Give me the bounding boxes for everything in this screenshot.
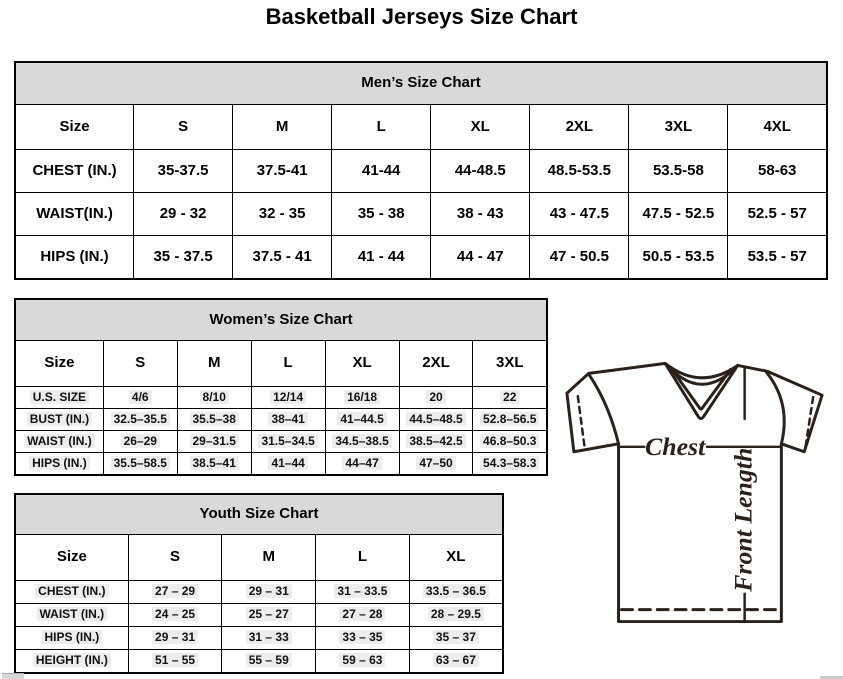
mens-cell-value: 38 - 43 [431,193,530,236]
mens-column-header-l: L [332,105,431,150]
womens-column-header-2xl: 2XL [399,341,473,387]
womens-cell-value-text: 22 [500,390,519,404]
womens-cell-value-text: 20 [426,390,445,404]
jersey-measurement-diagram [556,354,834,627]
youth-column-header-xl: XL [409,535,503,581]
womens-cell-value [103,453,177,476]
womens-cell-value [251,453,325,476]
mens-table-row [15,236,827,280]
jersey-icon [556,354,834,627]
womens-row-label-text: WAIST (IN.) [24,434,95,448]
womens-cell-value-text: 35.5–38 [190,412,239,426]
womens-cell-value-text: 38.5–41 [190,456,239,470]
youth-cell-value-text: 63 – 67 [433,653,479,667]
mens-cell-value: 41-44 [332,150,431,193]
mens-table-row [15,193,827,236]
youth-cell-value [222,650,316,674]
mens-cell-value: 32 - 35 [233,193,332,236]
mens-column-header-3xl: 3XL [629,105,728,150]
womens-cell-value [177,453,251,476]
mens-size-chart [14,61,828,280]
womens-cell-value-text: 52.8–56.5 [480,412,539,426]
youth-cell-value [316,650,410,674]
youth-row-label [15,627,128,650]
womens-cell-value-text: 16/18 [344,390,380,404]
youth-table-row [15,604,503,627]
womens-column-header-m: M [177,341,251,387]
youth-cell-value-text: 27 – 28 [339,607,385,621]
mens-table-row [15,150,827,193]
mens-cell-value: 58-63 [728,150,827,193]
mens-column-header-4xl: 4XL [728,105,827,150]
womens-cell-value [177,387,251,409]
womens-table-row [15,453,547,476]
youth-cell-value [409,581,503,604]
youth-cell-value-text: 29 – 31 [152,630,198,644]
womens-cell-value-text: 47–50 [416,456,455,470]
womens-cell-value-text: 32.5–35.5 [111,412,170,426]
youth-size-chart-table [14,493,504,674]
youth-row-label [15,604,128,627]
page-title: Basketball Jerseys Size Chart [265,4,578,29]
womens-cell-value [177,431,251,453]
womens-cell-value [103,387,177,409]
mens-column-header-m: M [233,105,332,150]
youth-cell-value-text: 28 – 29.5 [428,607,484,621]
youth-size-chart [14,493,504,674]
youth-row-label-text: CHEST (IN.) [35,584,108,598]
youth-table-row [15,581,503,604]
youth-cell-value [316,604,410,627]
mens-title-row [15,62,827,105]
mens-cell-value: 53.5 - 57 [728,236,827,280]
mens-cell-value: 35 - 37.5 [134,236,233,280]
womens-table-row [15,431,547,453]
womens-size-chart-table [14,298,548,476]
mens-size-chart-table [14,61,828,280]
youth-cell-value [409,604,503,627]
youth-column-header-m: M [222,535,316,581]
womens-cell-value-text: 8/10 [200,390,229,404]
womens-row-label-text: HIPS (IN.) [29,456,90,470]
mens-cell-value: 53.5-58 [629,150,728,193]
mens-cell-value: 41 - 44 [332,236,431,280]
womens-cell-value [473,387,547,409]
youth-cell-value-text: 33.5 – 36.5 [423,584,489,598]
youth-cell-value [316,627,410,650]
womens-row-label-text: BUST (IN.) [27,412,92,426]
youth-cell-value [222,581,316,604]
womens-cell-value-text: 46.8–50.3 [480,434,539,448]
womens-cell-value [325,431,399,453]
youth-cell-value-text: 51 – 55 [152,653,198,667]
womens-row-label [15,409,103,431]
womens-cell-value [251,409,325,431]
youth-cell-value [128,627,222,650]
youth-table-row [15,627,503,650]
front-length-label: Front Length [728,447,758,592]
womens-cell-value-text: 41–44.5 [337,412,386,426]
chest-label: Chest [645,431,706,461]
womens-column-header-l: L [251,341,325,387]
womens-cell-value-text: 26–29 [121,434,160,448]
womens-cell-value-text: 12/14 [270,390,306,404]
mens-cell-value: 48.5-53.5 [530,150,629,193]
mens-cell-value: 35-37.5 [134,150,233,193]
womens-size-chart [14,298,548,476]
mens-row-label: WAIST(IN.) [15,193,134,236]
womens-title-row [15,299,547,341]
youth-cell-value [222,604,316,627]
youth-cell-value-text: 27 – 29 [152,584,198,598]
womens-cell-value [473,409,547,431]
mens-cell-value: 47.5 - 52.5 [629,193,728,236]
womens-cell-value-text: 35.5–58.5 [111,456,170,470]
womens-column-header-3xl: 3XL [473,341,547,387]
mens-cell-value: 37.5 - 41 [233,236,332,280]
youth-cell-value [316,581,410,604]
mens-header-row [15,105,827,150]
womens-table-title: Women’s Size Chart [15,299,547,341]
mens-column-header-2xl: 2XL [530,105,629,150]
youth-cell-value-text: 31 – 33.5 [334,584,390,598]
womens-cell-value [399,387,473,409]
youth-title-row [15,494,503,535]
youth-table-row [15,650,503,674]
youth-header-row [15,535,503,581]
womens-cell-value-text: 31.5–34.5 [258,434,317,448]
womens-row-label [15,387,103,409]
youth-cell-value [128,650,222,674]
womens-cell-value-text: 38–41 [268,412,307,426]
mens-cell-value: 47 - 50.5 [530,236,629,280]
youth-cell-value [409,650,503,674]
womens-column-header-xl: XL [325,341,399,387]
womens-cell-value-text: 44.5–48.5 [406,412,465,426]
womens-row-label-text: U.S. SIZE [30,390,89,404]
womens-cell-value-text: 44–47 [342,456,381,470]
mens-row-label: CHEST (IN.) [15,150,134,193]
womens-row-label [15,453,103,476]
youth-cell-value-text: 59 – 63 [339,653,385,667]
womens-row-label [15,431,103,453]
womens-table-row [15,409,547,431]
mens-column-header-s: S [134,105,233,150]
womens-cell-value [103,431,177,453]
mens-table-title: Men’s Size Chart [15,62,827,105]
womens-table-row [15,387,547,409]
youth-row-label-text: WAIST (IN.) [37,607,108,621]
womens-cell-value [325,409,399,431]
womens-cell-value [473,453,547,476]
mens-cell-value: 44-48.5 [431,150,530,193]
womens-header-row [15,341,547,387]
youth-row-label [15,581,128,604]
youth-cell-value [128,581,222,604]
youth-cell-value-text: 31 – 33 [246,630,292,644]
womens-cell-value [325,453,399,476]
youth-cell-value-text: 33 – 35 [339,630,385,644]
youth-size-label: Size [15,535,128,581]
mens-cell-value: 43 - 47.5 [530,193,629,236]
mens-cell-value: 35 - 38 [332,193,431,236]
womens-cell-value-text: 41–44 [268,456,307,470]
bottom-left-cutoff-fragment [2,673,24,679]
youth-column-header-l: L [316,535,410,581]
womens-cell-value [473,431,547,453]
mens-size-label: Size [15,105,134,150]
womens-cell-value-text: 4/6 [129,390,152,404]
womens-cell-value [103,409,177,431]
mens-column-header-xl: XL [431,105,530,150]
youth-cell-value-text: 24 – 25 [152,607,198,621]
youth-cell-value [222,627,316,650]
mens-cell-value: 37.5-41 [233,150,332,193]
youth-row-label-text: HEIGHT (IN.) [33,653,111,667]
womens-cell-value [177,409,251,431]
womens-cell-value [399,409,473,431]
womens-cell-value-text: 29–31.5 [190,434,239,448]
youth-row-label [15,650,128,674]
youth-cell-value [409,627,503,650]
mens-cell-value: 52.5 - 57 [728,193,827,236]
womens-cell-value [399,453,473,476]
youth-cell-value-text: 55 – 59 [246,653,292,667]
mens-cell-value: 29 - 32 [134,193,233,236]
mens-cell-value: 50.5 - 53.5 [629,236,728,280]
womens-size-label: Size [15,341,103,387]
youth-cell-value-text: 25 – 27 [246,607,292,621]
youth-row-label-text: HIPS (IN.) [42,630,103,644]
mens-cell-value: 44 - 47 [431,236,530,280]
youth-column-header-s: S [128,535,222,581]
womens-cell-value-text: 38.5–42.5 [406,434,465,448]
womens-cell-value-text: 34.5–38.5 [332,434,391,448]
youth-table-title: Youth Size Chart [15,494,503,535]
youth-cell-value-text: 29 – 31 [246,584,292,598]
womens-cell-value [325,387,399,409]
youth-cell-value [128,604,222,627]
womens-cell-value [251,387,325,409]
youth-cell-value-text: 35 – 37 [433,630,479,644]
womens-cell-value-text: 54.3–58.3 [480,456,539,470]
womens-cell-value [399,431,473,453]
womens-cell-value [251,431,325,453]
mens-row-label: HIPS (IN.) [15,236,134,280]
womens-column-header-s: S [103,341,177,387]
